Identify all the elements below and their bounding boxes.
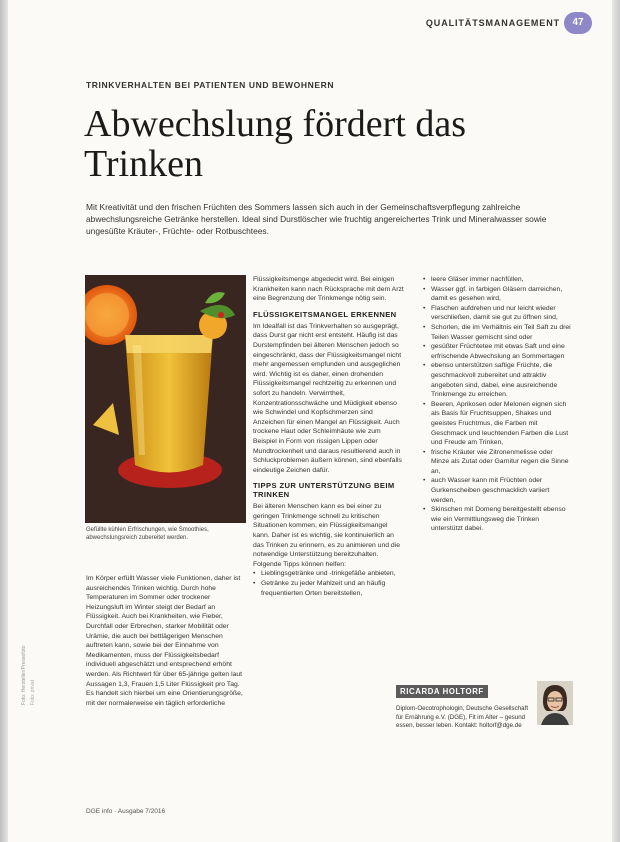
list-item: • ebenso unterstützen saftige Früchte, die geschmackvoll zubereitet und attraktiv angeboten sind, dabei, eine ausreichende Trinkmenge zu erreichen.: [423, 361, 571, 399]
column-2-text-2: Bei älteren Menschen kann es bei einer zu geringen Trinkmenge schnell zu kritischen Situationen kommen, ein Flüssigkeitsmangel kann. Daher ist es wichtig, sie kontinuierlich an das Trinken zu erinnern, es zu animieren und die notwendige Unterstützung bereitzuhalten. Folgende Tipps können helfen:: [253, 503, 400, 568]
heading-drinking-tips: TIPPS ZUR UNTERSTÜTZUNG BEIM TRINKEN: [253, 481, 395, 500]
article-title: Abwechslung fördert das Trinken: [84, 103, 467, 185]
author-bio: Diplom-Oecotrophologin, Deutsche Gesellschaft für Ernährung e.V. (DGE), Fit im Alter – gesund essen, besser leben. Kontakt: holtorf@dge.de: [396, 705, 529, 730]
heading-fluid-deficiency: FLÜSSIGKEITSMANGEL ERKENNEN: [253, 309, 397, 319]
author-portrait: [537, 681, 573, 725]
list-item: • Lieblingsgetränke und -trinkgefäße anbieten,: [253, 569, 405, 579]
page-footer: DGE info · Ausgabe 7/2016: [86, 808, 166, 815]
tips-list-b: [423, 275, 571, 534]
list-item: • frische Kräuter wie Zitronenmelisse oder Minze als Zutat oder Garnitur regen die Sinne an,: [423, 448, 571, 477]
list-item: • Getränke zu jeder Mahlzeit und an häufig frequentierten Orten bereitstellen,: [253, 579, 405, 598]
author-portrait-illustration: [537, 681, 573, 725]
smoothie-photo: [85, 275, 246, 523]
column-1: [86, 574, 244, 708]
list-item: • gesüßter Früchtetee mit etwas Saft und eine erfrischende Abwechslung an Sommertagen: [423, 342, 571, 361]
page-gutter-right: [612, 0, 620, 842]
list-item: • Skinschen mit Domeng bereitgestellt ebenso wie ein Vermittlungsweg die Trinken unterstützt dabei.: [423, 505, 571, 534]
list-item: • auch Wasser kann mit Früchten oder Gurkenscheiben geschmacklich variiert werden,: [423, 476, 571, 505]
author-box: [396, 681, 571, 730]
list-item: • leere Gläser immer nachfüllen,: [423, 275, 571, 285]
page-number-badge: 47: [564, 12, 592, 34]
photo-caption: Gefüllte kühlen Erfrischungen, wie Smoothies, abwechslungsreich zubereitet werden.: [86, 527, 209, 541]
column-2-intro: Flüssigkeitsmenge abgedeckt wird. Bei einigen Krankheiten kann nach Rücksprache mit dem Arzt eine Begrenzung der Trinkmenge nötig sein.: [253, 276, 404, 303]
list-item: • Schorlen, die im Verhältnis ein Teil Saft zu drei Teilen Wasser gemischt sind oder: [423, 323, 571, 342]
column-2-text-1: Im Idealfall ist das Trinkverhalten so ausgeprägt, dass Durst gar nicht erst entsteht. Häufig ist das Durstempfinden bei älteren Menschen jedoch so eingeschränkt, dass der Flüssigkeitsmangel nicht mehr angemessen empfunden und ausgeglichen wird. Wichtig ist es daher, einen drohenden Flüssigkeitsmangel rechtzeitig zu erkennen und sofort zu handeln. Verwirrtheit, Konzentrationsschwäche und Müdigkeit ebenso wie Schwindel und Kopfschmerzen sind Anzeichen für einen Mangel an Flüssigkeit. Auch trockene Haut oder Schleimhäute wie zum Beispiel in Form von rissigen Lippen oder Mundtrockenheit und daraus resultierend auch in Schluckproblemen äußern können, sind ebenfalls eindeutige Zeichen dafür.: [253, 322, 402, 474]
photo-credit-2: Foto: privat: [30, 679, 36, 705]
page-gutter-left: [0, 0, 8, 842]
article-kicker: TRINKVERHALTEN BEI PATIENTEN UND BEWOHNERN: [86, 80, 335, 90]
list-item: • Beeren, Aprikosen oder Melonen eignen sich als Basis für Fruchtsuppen, Shakes und geeistes Fruchtmus, die Farben mit Geschmack und leuchtenden Farben die Lust und Freude am Trinken,: [423, 400, 571, 448]
column-1-text: Im Körper erfüllt Wasser viele Funktionen, daher ist ausreichendes Trinken wichtig. Durch hohe Temperaturen im Sommer oder trockener Heizungsluft im Winter steigt der Bedarf an Flüssigkeit. Auch bei Krankheiten, wie Fieber, Durchfall oder Erbrechen, starker Mobilität oder Urämie, die auch bei bettlägerigen Menschen auftreten kann, sowie bei der Einnahme von Medikamenten, muss der Flüssigkeitsbedarf individuell abgeschätzt und entsprechend erhöht werden. Als Richtwert für über 65-jährige gelten laut Aussagen 1,3, Frauen 1,5 Liter Flüssigkeit pro Tag. Es handelt sich hierbei um eine Orientierungsgröße, mit der normalerweise ein täglich erforderliche: [86, 575, 243, 707]
smoothie-illustration: [85, 275, 246, 523]
photo-credit-1: Foto: Hersteller/Pressefoto: [21, 645, 27, 705]
magazine-page: [8, 0, 612, 842]
tips-list-a: [253, 569, 405, 598]
list-item: • Flaschen aufdrehen und nur leicht wieder verschließen, damit sie gut zu öffnen sind,: [423, 304, 571, 323]
article-lead: Mit Kreativität und den frischen Früchten des Sommers lassen sich auch in der Gemeinschaftsverpflegung zahlreiche abwechslungsreiche Getränke herstellen. Ideal sind Durstlöscher wie fruchtig angereichertes Trink und Mineralwasser sowie ungesüßte Kräuter-, Früchte- oder Rotbuschtees.: [86, 202, 547, 236]
author-name: RICARDA HOLTORF: [396, 685, 488, 698]
column-2: [253, 275, 405, 598]
column-3: [423, 275, 571, 534]
section-label: QUALITÄTSMANAGEMENT: [425, 18, 560, 28]
list-item: • Wasser ggf. in farbigen Gläsern darreichen, damit es gesehen wird,: [423, 285, 571, 304]
